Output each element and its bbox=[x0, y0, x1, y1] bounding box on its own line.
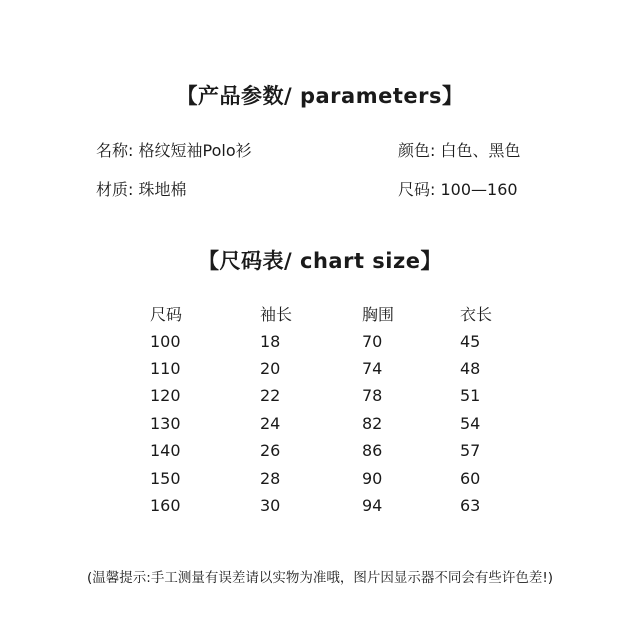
material-value: 珠地棉 bbox=[138, 180, 187, 199]
cell-length: 54 bbox=[460, 413, 481, 433]
cell-size: 110 bbox=[150, 358, 181, 378]
cell-sleeve: 30 bbox=[260, 495, 281, 515]
header-chest: 胸围 bbox=[362, 305, 395, 325]
cell-sleeve: 20 bbox=[260, 358, 281, 378]
header-length: 衣长 bbox=[460, 305, 493, 325]
table-row bbox=[0, 327, 640, 354]
material-label: 材质: bbox=[96, 180, 134, 199]
measurement-note: (温馨提示:手工测量有误差请以实物为准哦，图片因显示器不同会有些许色差!) bbox=[87, 570, 553, 586]
size-range-value: 100—160 bbox=[440, 180, 518, 199]
color-value: 白色、黑色 bbox=[440, 141, 521, 160]
header-sleeve: 袖长 bbox=[260, 305, 293, 325]
table-row bbox=[0, 382, 640, 409]
size-table bbox=[0, 300, 640, 519]
parameters-heading: 【产品参数/ parameters】 bbox=[176, 84, 464, 108]
color-field bbox=[398, 138, 521, 161]
table-row bbox=[0, 464, 640, 491]
cell-chest: 70 bbox=[362, 331, 383, 351]
color-label: 颜色: bbox=[398, 141, 436, 160]
cell-chest: 78 bbox=[362, 386, 383, 406]
name-value: 格纹短袖Polo衫 bbox=[138, 141, 252, 160]
size-range-field bbox=[398, 177, 518, 200]
cell-chest: 90 bbox=[362, 468, 383, 488]
name-label: 名称: bbox=[96, 141, 134, 160]
cell-length: 63 bbox=[460, 495, 481, 515]
cell-size: 160 bbox=[150, 495, 181, 515]
cell-sleeve: 26 bbox=[260, 441, 281, 461]
cell-size: 120 bbox=[150, 386, 181, 406]
size-range-label: 尺码: bbox=[398, 180, 436, 199]
cell-chest: 94 bbox=[362, 495, 383, 515]
cell-length: 48 bbox=[460, 358, 481, 378]
cell-length: 51 bbox=[460, 386, 481, 406]
size-table-header bbox=[0, 300, 640, 327]
cell-chest: 86 bbox=[362, 441, 383, 461]
size-chart-heading: 【尺码表/ chart size】 bbox=[198, 249, 442, 273]
cell-sleeve: 28 bbox=[260, 468, 281, 488]
material-field bbox=[96, 177, 187, 200]
cell-size: 150 bbox=[150, 468, 181, 488]
cell-size: 140 bbox=[150, 441, 181, 461]
cell-sleeve: 24 bbox=[260, 413, 281, 433]
name-field bbox=[96, 138, 252, 161]
header-size: 尺码 bbox=[150, 305, 183, 325]
table-row bbox=[0, 355, 640, 382]
cell-length: 60 bbox=[460, 468, 481, 488]
cell-chest: 74 bbox=[362, 358, 383, 378]
cell-length: 45 bbox=[460, 331, 481, 351]
cell-chest: 82 bbox=[362, 413, 383, 433]
cell-sleeve: 18 bbox=[260, 331, 281, 351]
table-row bbox=[0, 410, 640, 437]
cell-size: 100 bbox=[150, 331, 181, 351]
cell-sleeve: 22 bbox=[260, 386, 281, 406]
cell-size: 130 bbox=[150, 413, 181, 433]
cell-length: 57 bbox=[460, 441, 481, 461]
table-row bbox=[0, 492, 640, 519]
table-row bbox=[0, 437, 640, 464]
